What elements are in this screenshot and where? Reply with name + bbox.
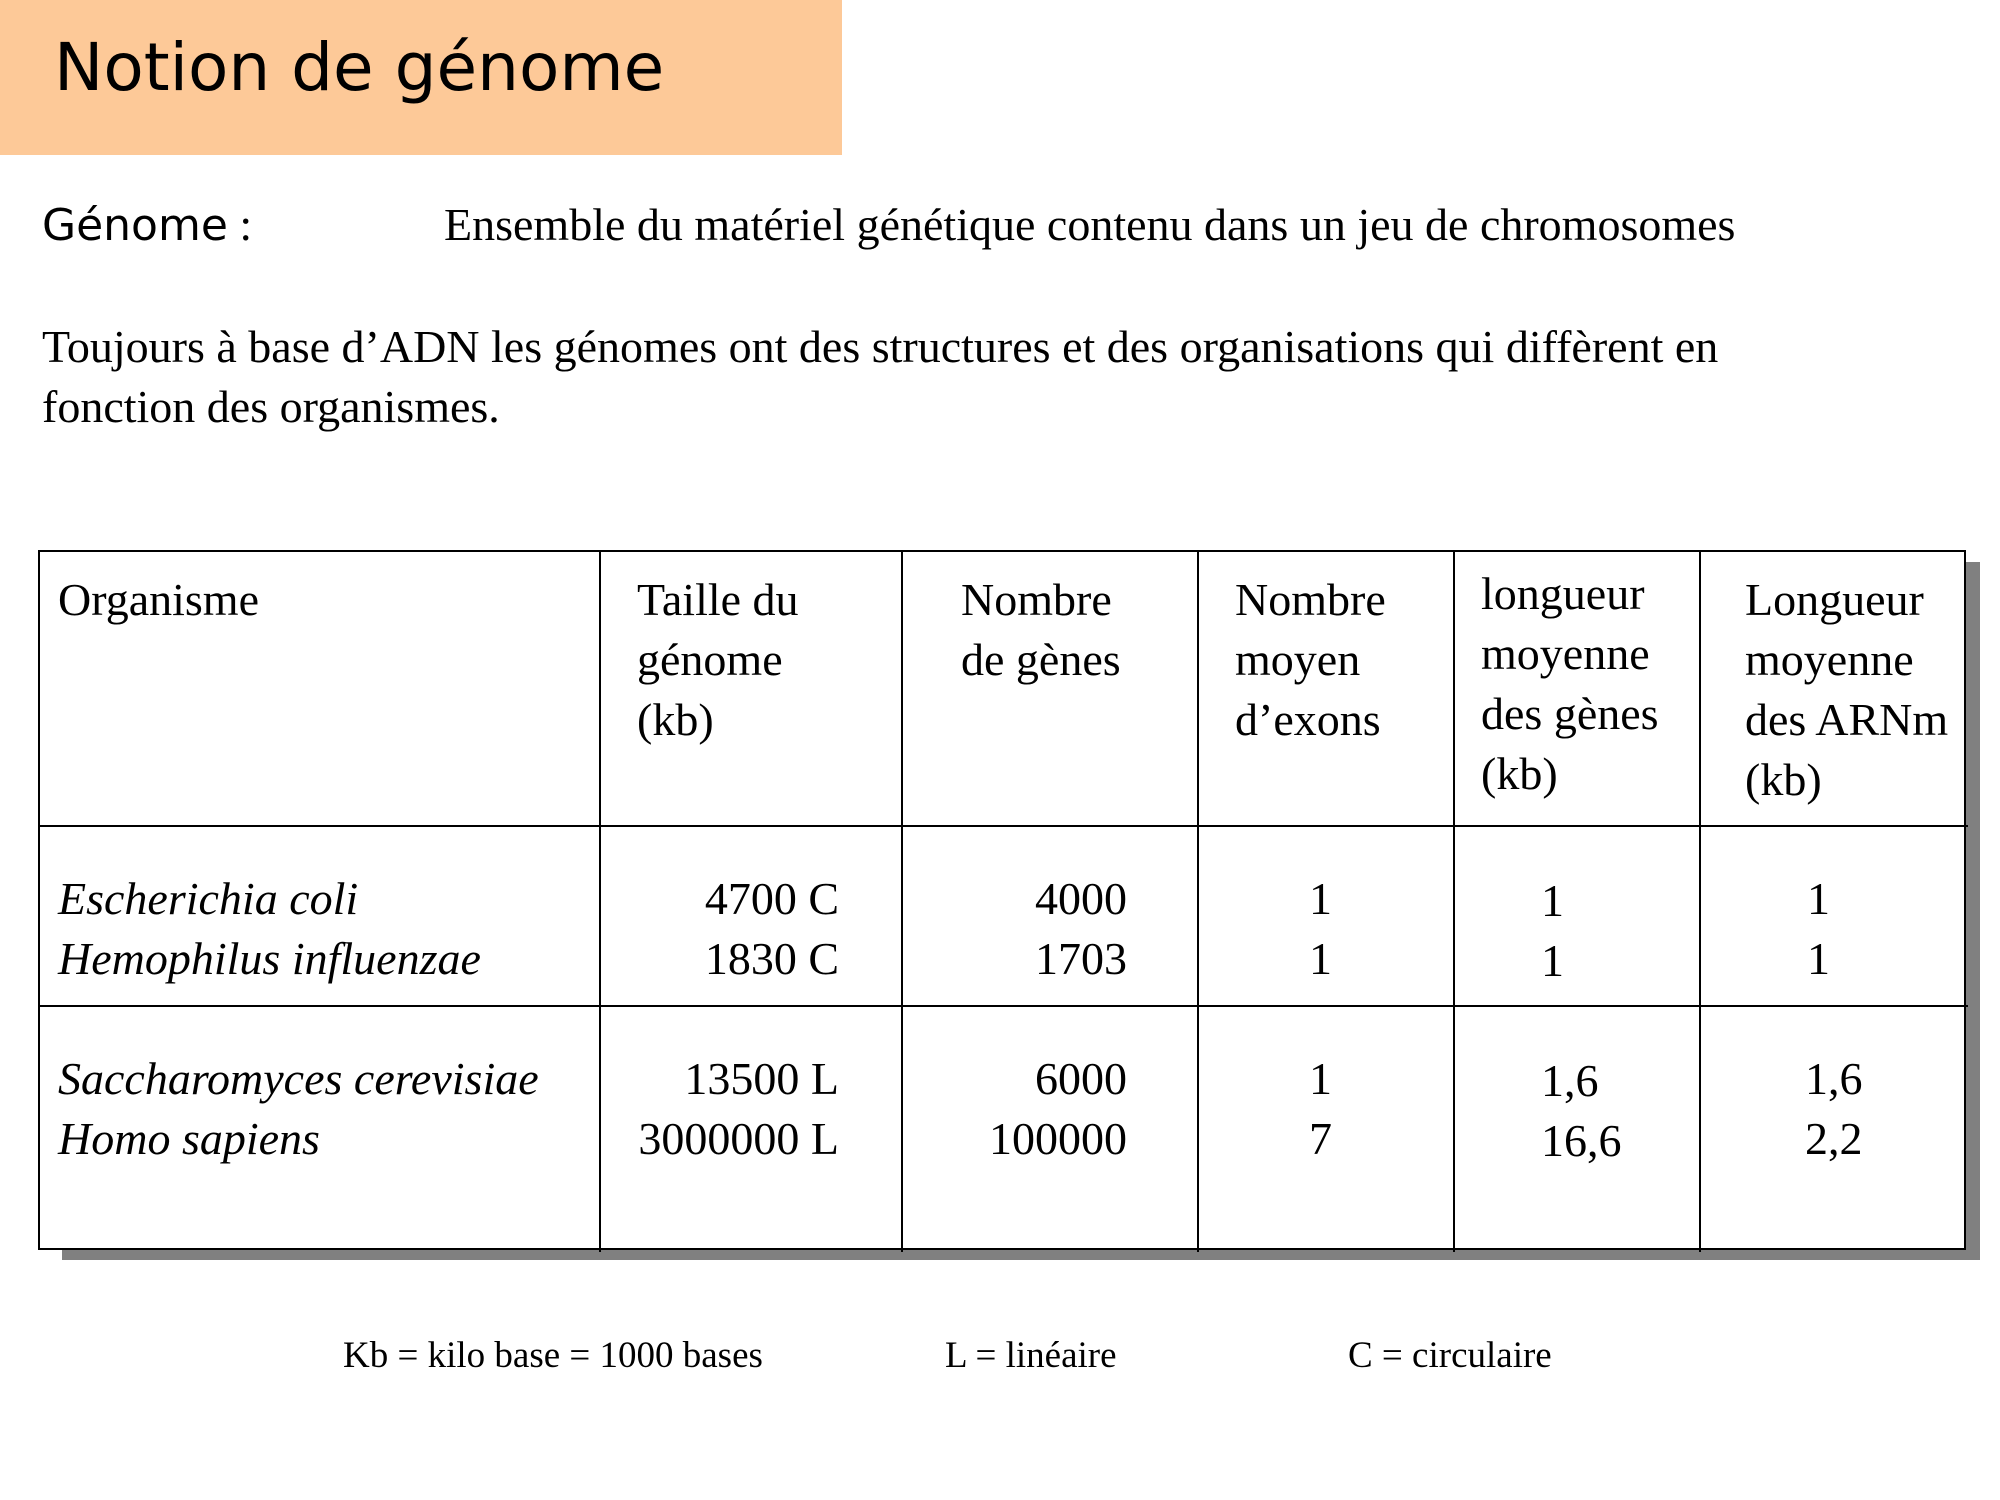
intro-paragraph	[42, 317, 1942, 437]
gene-length-value: 1,6	[1541, 1055, 1599, 1106]
mrna-length-value: 2,2	[1805, 1113, 1863, 1164]
mrna-length-value: 1	[1807, 873, 1830, 924]
header-line: moyen	[1235, 634, 1361, 685]
header-line: (kb)	[1745, 754, 1822, 805]
genome-size-value: 1830 C	[704, 933, 839, 984]
header-line: des gènes	[1481, 688, 1659, 739]
mrna-length-cell	[1700, 1006, 1968, 1252]
header-line: moyenne	[1481, 628, 1650, 679]
gene-length-cell	[1454, 826, 1700, 1006]
header-line: des ARNm	[1745, 694, 1949, 745]
definition-separator: :	[227, 199, 253, 250]
header-line: (kb)	[1481, 748, 1558, 799]
organism-cell	[40, 826, 600, 1006]
mrna-length-value: 1	[1807, 933, 1830, 984]
header-line: génome	[637, 634, 783, 685]
genome-size-cell	[600, 1006, 902, 1252]
mrna-length-value: 1,6	[1805, 1053, 1863, 1104]
gene-count-value: 1703	[1035, 933, 1127, 984]
exons-value: 1	[1309, 933, 1332, 984]
gene-count-value: 4000	[1035, 873, 1127, 924]
definition-term-word: Génome	[42, 200, 228, 251]
legend-kb: Kb = kilo base = 1000 bases	[343, 1335, 763, 1376]
exons-value: 1	[1309, 1053, 1332, 1104]
organism-name: Homo sapiens	[58, 1113, 320, 1164]
genome-size-value: 3000000 L	[638, 1113, 839, 1164]
header-line: de gènes	[961, 634, 1121, 685]
header-line: d’exons	[1235, 694, 1381, 745]
table-row	[40, 826, 1968, 1006]
header-line: Taille du	[637, 574, 799, 625]
header-nombre-genes	[902, 552, 1198, 826]
gene-count-value: 100000	[989, 1113, 1127, 1164]
mrna-length-cell	[1700, 826, 1968, 1006]
paragraph-line-1: Toujours à base d’ADN les génomes ont des structures et des organisations qui diffèrent en	[42, 321, 1719, 372]
header-taille	[600, 552, 902, 826]
organism-cell	[40, 1006, 600, 1252]
exons-value: 1	[1309, 873, 1332, 924]
genome-size-cell	[600, 826, 902, 1006]
genome-table	[38, 550, 1966, 1250]
header-longueur-arnm	[1700, 552, 1968, 826]
header-line: (kb)	[637, 694, 714, 745]
header-line: moyenne	[1745, 634, 1914, 685]
gene-length-value: 1	[1541, 875, 1564, 926]
exons-cell	[1198, 826, 1454, 1006]
exons-cell	[1198, 1006, 1454, 1252]
header-exons	[1198, 552, 1454, 826]
gene-count-cell	[902, 826, 1198, 1006]
table-header-row	[40, 552, 1968, 826]
header-line: Nombre	[961, 574, 1112, 625]
paragraph-line-2: fonction des organismes.	[42, 381, 500, 432]
organism-name: Escherichia coli	[58, 873, 359, 924]
gene-length-cell	[1454, 1006, 1700, 1252]
gene-count-value: 6000	[1035, 1053, 1127, 1104]
header-line: Longueur	[1745, 574, 1924, 625]
exons-value: 7	[1309, 1113, 1332, 1164]
header-line: longueur	[1481, 568, 1645, 619]
definition-term	[42, 195, 252, 256]
header-organisme	[40, 552, 600, 826]
header-longueur-genes	[1454, 552, 1700, 826]
definition-text: Ensemble du matériel génétique contenu dans un jeu de chromosomes	[444, 199, 1736, 250]
legend-circular: C = circulaire	[1348, 1335, 1552, 1376]
gene-length-value: 16,6	[1541, 1115, 1622, 1166]
gene-length-value: 1	[1541, 935, 1564, 986]
header-line: Nombre	[1235, 574, 1386, 625]
table-row	[40, 1006, 1968, 1252]
organism-name: Hemophilus influenzae	[58, 933, 481, 984]
legend-linear: L = linéaire	[945, 1335, 1117, 1376]
title-banner	[0, 0, 842, 155]
genome-size-value: 13500 L	[684, 1053, 839, 1104]
header-line: Organisme	[58, 574, 260, 625]
organism-name: Saccharomyces cerevisiae	[58, 1053, 539, 1104]
genome-size-value: 4700 C	[704, 873, 839, 924]
slide-title: Notion de génome	[54, 29, 665, 106]
gene-count-cell	[902, 1006, 1198, 1252]
